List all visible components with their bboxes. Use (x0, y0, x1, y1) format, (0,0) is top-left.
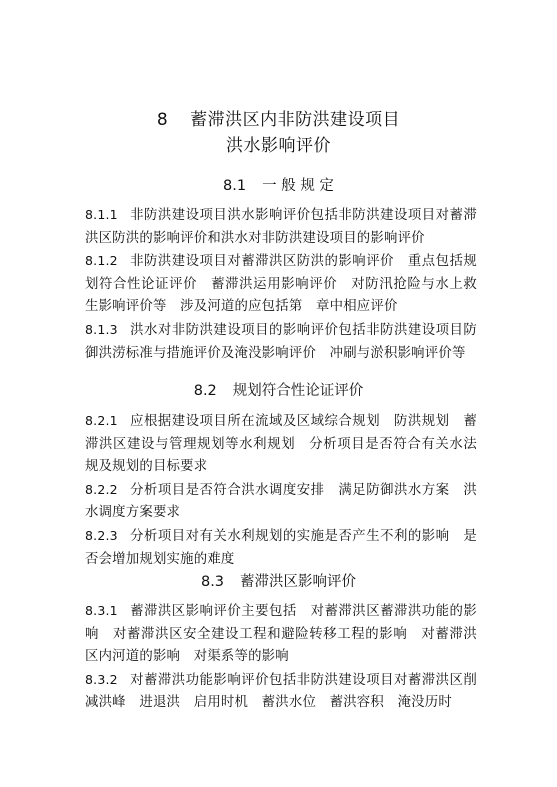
clause-text: 对蓄滞洪功能影响评价包括非防洪建设项目对蓄滞洪区削减洪峰 进退洪 启用时机 蓄洪水位 蓄洪容积 淹没历时 (85, 672, 477, 711)
section-heading-8-3 (0, 572, 557, 592)
clause-text: 非防洪建设项目对蓄滞洪区防洪的影响评价 重点包括规划符合性论证评价 蓄滞洪运用影响评价 对防汛抢险与水上救生影响评价等 涉及河道的应包括第 章中相应评价 (85, 254, 477, 315)
clause-number: 8.3.2 (85, 671, 118, 687)
section-heading-8-1 (0, 176, 557, 196)
clause-text: 分析项目是否符合洪水调度安排 满足防御洪水方案 洪水调度方案要求 (85, 482, 477, 521)
section-title: 一 般 规 定 (262, 178, 334, 194)
section-body-8-3 (85, 600, 477, 715)
chapter-number: 8 (156, 110, 169, 130)
clause-number: 8.2.1 (85, 413, 118, 428)
clause-number: 8.2.2 (85, 481, 118, 497)
section-body-8-2 (85, 410, 477, 571)
clause-8-2-3 (85, 525, 477, 571)
clause-8-2-2 (85, 479, 477, 525)
clause-number: 8.1.2 (85, 253, 118, 269)
clause-text: 洪水对非防洪建设项目的影响评价包括非防洪建设项目防御洪涝标准与措施评价及淹没影响评价 冲刷与淤积影响评价等 (85, 322, 477, 361)
clause-text: 非防洪建设项目洪水影响评价包括非防洪建设项目对蓄滞洪区防洪的影响评价和洪水对非防洪建设项目的影响评价 (85, 208, 477, 246)
clause-text: 应根据建设项目所在流域及区域综合规划 防洪规划 蓄滞洪区建设与管理规划等水利规划 分析项目是否符合有关水法规及规划的目标要求 (85, 414, 477, 475)
clause-8-1-3 (85, 319, 477, 365)
section-heading-8-2 (0, 381, 557, 401)
clause-8-1-2 (85, 250, 477, 319)
clause-8-1-1 (85, 204, 477, 250)
clause-text: 蓄滞洪区影响评价主要包括 对蓄滞洪区蓄滞洪功能的影响 对蓄滞洪区安全建设工程和避险转移工程的影响 对蓄滞洪区内河道的影响 对渠系等的影响 (85, 604, 477, 665)
section-number: 8.1 (223, 178, 247, 194)
clause-number: 8.2.3 (85, 527, 118, 543)
clause-number: 8.3.1 (85, 603, 118, 618)
clause-number: 8.1.3 (85, 321, 118, 337)
chapter-title-line1 (0, 106, 557, 134)
section-title: 规划符合性论证评价 (232, 383, 364, 399)
section-body-8-1 (85, 204, 477, 365)
section-title: 蓄滞洪区影响评价 (240, 574, 357, 590)
section-number: 8.3 (200, 574, 225, 590)
clause-8-3-1 (85, 600, 477, 669)
clause-8-3-2 (85, 669, 477, 715)
clause-8-2-1 (85, 410, 477, 479)
section-number: 8.2 (193, 383, 217, 399)
clause-text: 分析项目对有关水利规划的实施是否产生不利的影响 是否会增加规划实施的难度 (85, 528, 477, 567)
chapter-title-line2: 洪水影响评价 (226, 136, 331, 156)
chapter-title-text: 蓄滞洪区内非防洪建设项目 (190, 110, 401, 130)
clause-number: 8.1.1 (85, 207, 118, 222)
